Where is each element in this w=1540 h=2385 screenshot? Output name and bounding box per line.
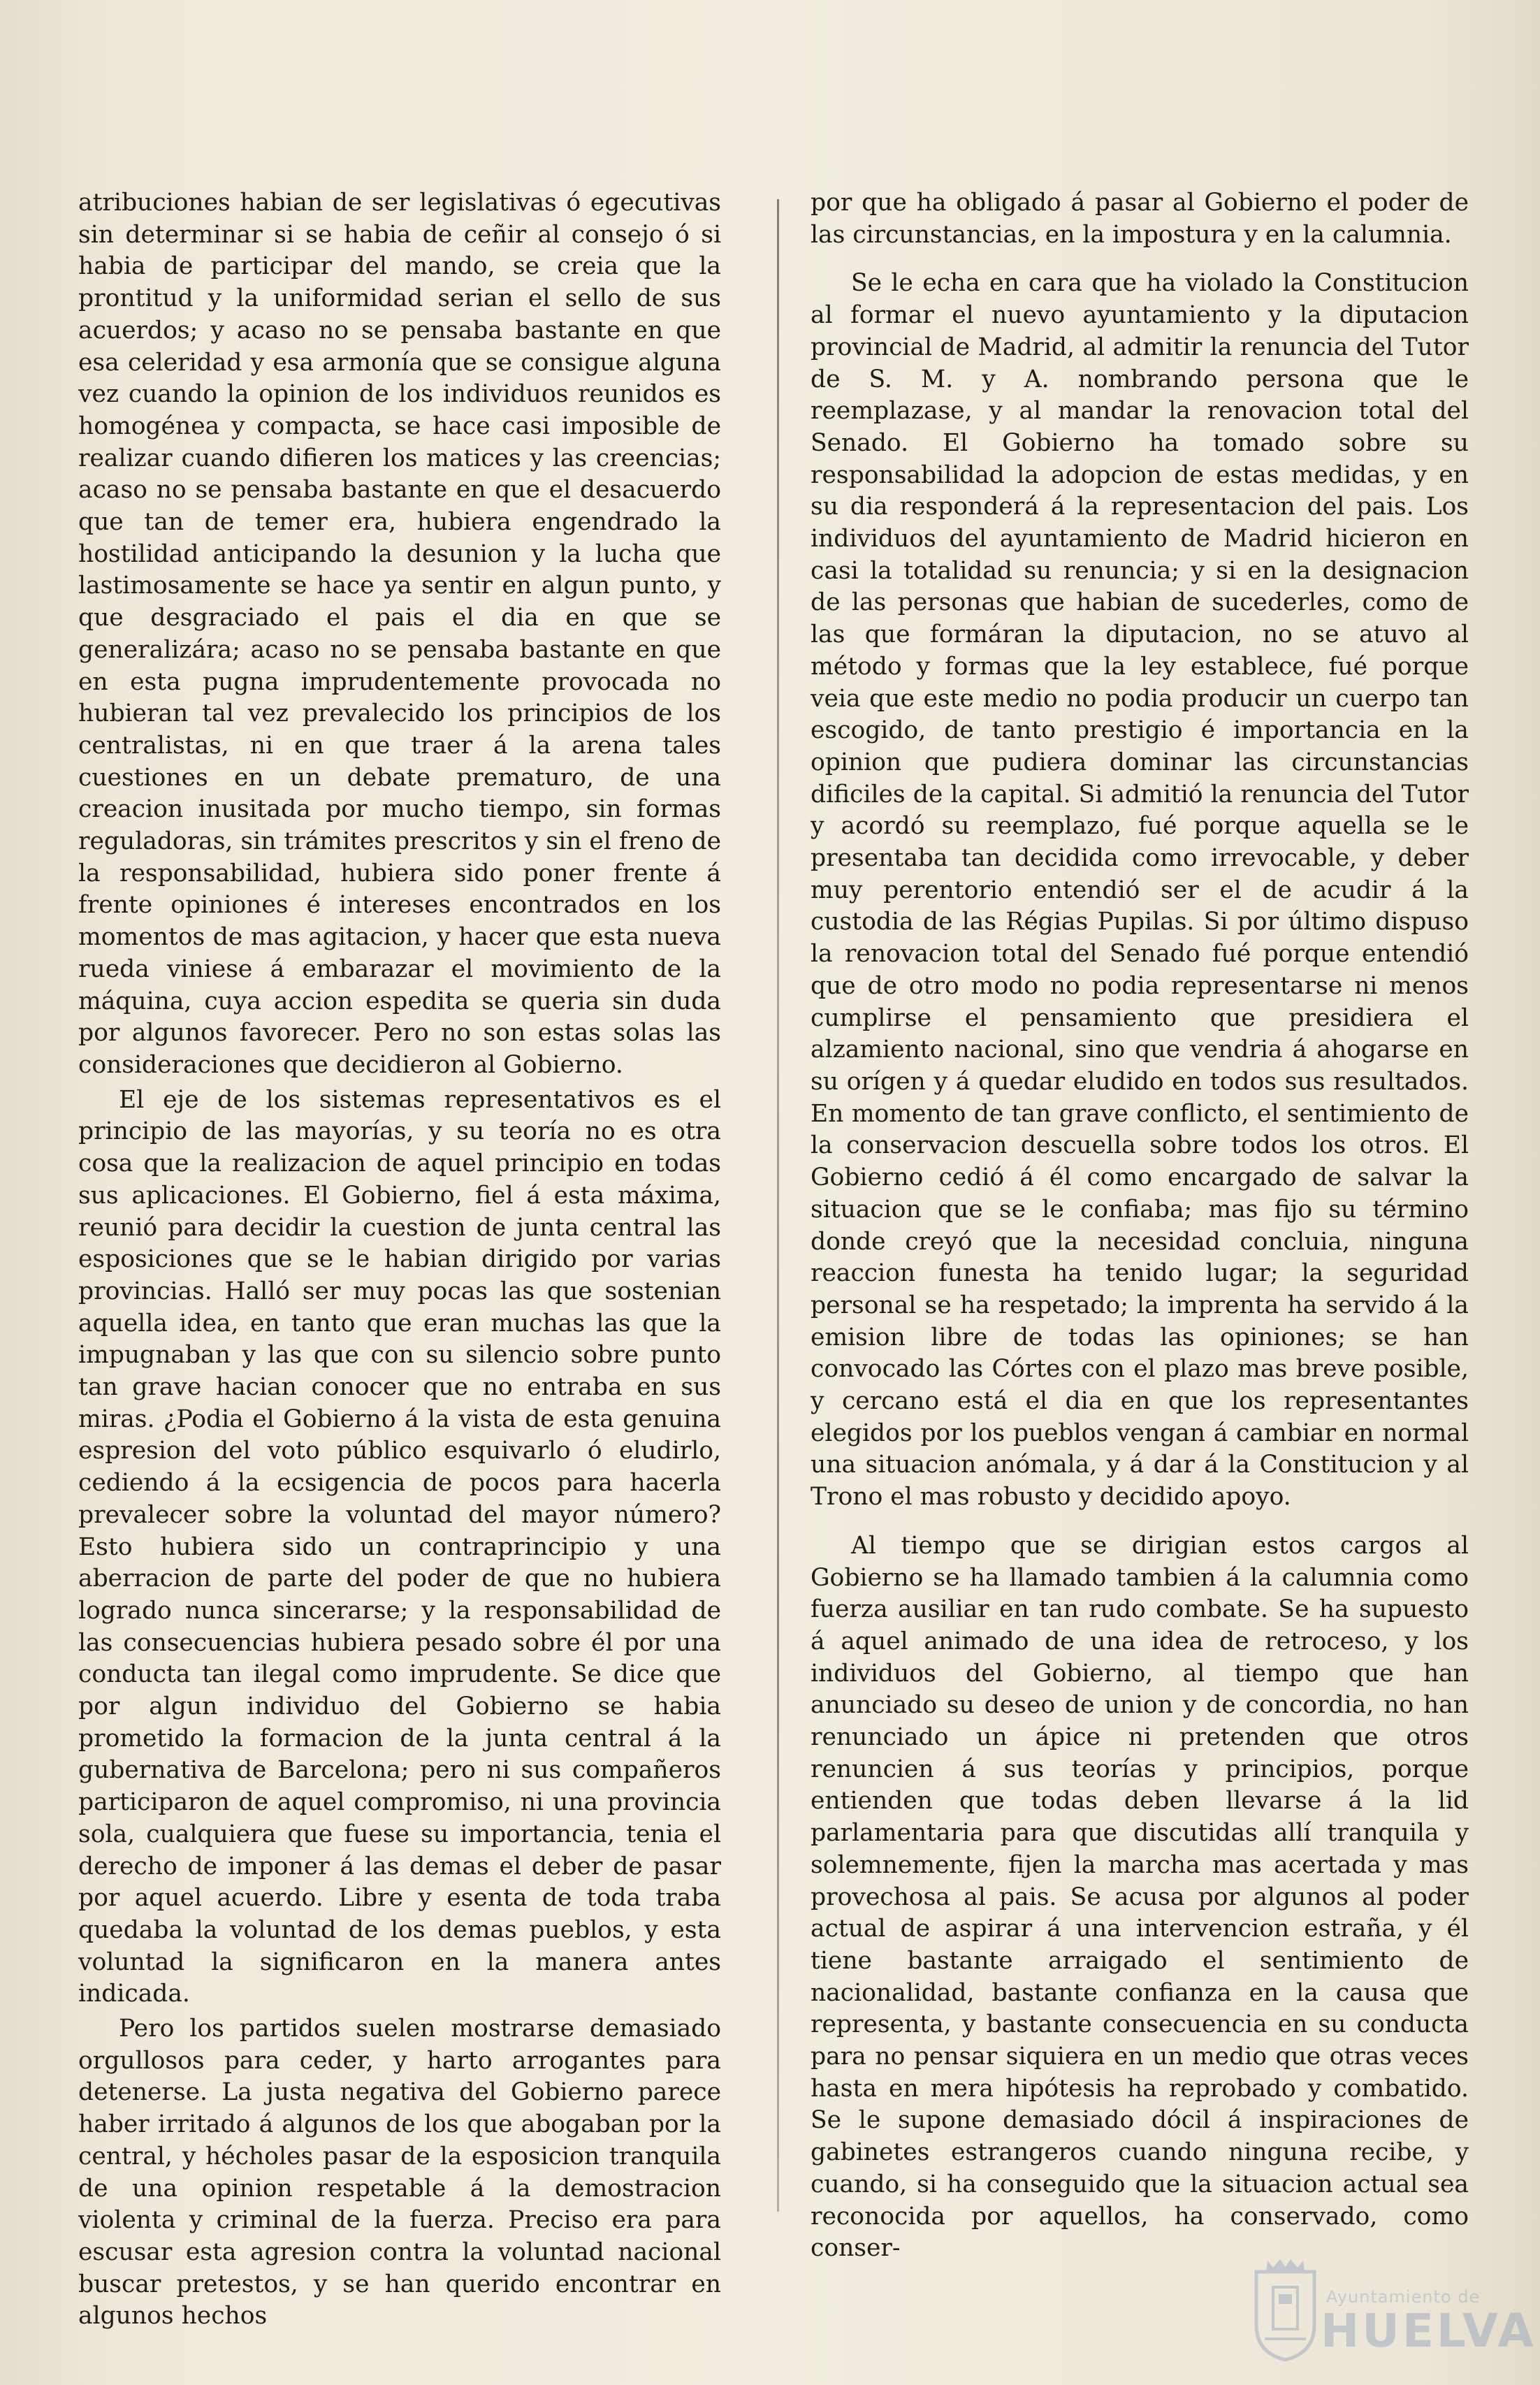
archive-watermark [1251, 2254, 1537, 2372]
paragraph: Pero los partidos suelen mostrarse demasiado orgullosos para ceder, y harto arrogantes para detenerse. La justa negativa del Gobierno parece haber irritado á algunos de los que abogaban por la central, y hécholes pasar de la esposicion tranquila de una opinion respetable á la demostracion violenta y criminal de la fuerza. Preciso era para escusar esta agresion contra la voluntad nacional buscar pretestos, y se han querido encontrar en algunos hechos [78, 2015, 721, 2330]
watermark-title: HUELVA [1321, 2304, 1537, 2358]
coat-of-arms-icon [1252, 2256, 1319, 2361]
paragraph: atribuciones habian de ser legislativas ó egecutivas sin determinar si se habia de ceñir al consejo ó si habia de participar del mando, se creia que la prontitud y la uniformidad serian el sello de sus acuerdos; y acaso no se pensaba bastante en que esa celeridad y esa armonía que se consigue alguna vez cuando la opinion de los individuos reunidos es homogénea y compacta, se hace casi imposible de realizar cuando difieren los matices y las creencias; acaso no se pensaba bastante en que el desacuerdo que tan de temer era, hubiera engendrado la hostilidad anticipando la desunion y la lucha que lastimosamente se hace ya sentir en algun punto, y que desgraciado el pais el dia en que se generalizára; acaso no se pensaba bastante en que en esta pugna imprudentemente provocada no hubieran tal vez prevalecido los principios de los centralistas, ni en que traer á la arena tales cuestiones en un debate prematuro, de una creacion inusitada por mucho tiempo, sin formas reguladoras, sin trámites prescritos y sin el freno de la responsabilidad, hubiera sido poner frente á frente opiniones é intereses encontrados en los momentos de mas agitacion, y hacer que esta nueva rueda viniese á embarazar el movimiento de la máquina, cuya accion espedita se queria sin duda por algunos favorecer. Pero no son estas solas las consideraciones que decidieron al Gobierno. [78, 189, 721, 1079]
paragraph: El eje de los sistemas representativos es el principio de las mayorías, y su teoría no es otra cosa que la realizacion de aquel principio en todas sus aplicaciones. El Gobierno, fiel á esta máxima, reunió para decidir la cuestion de junta central las esposiciones que se le habian dirigido por varias provincias. Halló ser muy pocas las que sostenian aquella idea, en tanto que eran muchas las que la impugnaban y las que con su silencio sobre punto tan grave hacian conocer que no entraba en sus miras. ¿Podia el Gobierno á la vista de esta genuina espresion del voto público esquivarlo ó eludirlo, cediendo á la ecsigencia de pocos para hacerla prevalecer sobre la voluntad del mayor número? Esto hubiera sido un contraprincipio y una aberracion de parte del poder de que no hubiera logrado nunca sincerarse; y la responsabilidad de las consecuencias hubiera pesado sobre él por una conducta tan ilegal como imprudente. Se dice que por algun individuo del Gobierno se habia prometido la formacion de la junta central á la gubernativa de Barcelona; pero ni sus compañeros participaron de aquel compromiso, ni una provincia sola, cualquiera que fuese su importancia, tenia el derecho de imponer á las demas el deber de pasar por aquel acuerdo. Libre y esenta de toda traba quedaba la voluntad de los demas pueblos, y esta voluntad la significaron en la manera antes indicada. [78, 1085, 721, 2008]
right-column [811, 187, 1469, 2265]
watermark-subtitle: Ayuntamiento de [1326, 2287, 1481, 2307]
paragraph: Se le echa en cara que ha violado la Constitucion al formar el nuevo ayuntamiento y la diputacion provincial de Madrid, al admitir la renuncia del Tutor de S. M. y A. nombrando persona que le reemplazase, y al mandar la renovacion total del Senado. El Gobierno ha tomado sobre su responsabilidad la adopcion de estas medidas, y en su dia responderá á la representacion del pais. Los individuos del ayuntamiento de Madrid hicieron en casi la totalidad su renuncia; y si en la designacion de las personas que habian de sucederles, como de las que formáran la diputacion, no se atuvo al método y formas que la ley establece, fué porque veia que este medio no podia producir un cuerpo tan escogido, de tanto prestigio é importancia en la opinion que pudiera dominar las circunstancias dificiles de la capital. Si admitió la renuncia del Tutor y acordó su reemplazo, fué porque aquella se le presentaba tan decidida como irrevocable, y deber muy perentorio entendió ser el de acudir á la custodia de las Régias Pupilas. Si por último dispuso la renovacion total del Senado fué porque entendió que de otro modo no podia representarse ni menos cumplirse el pensamiento que presidiera el alzamiento nacional, sino que vendria á ahogarse en su orígen y á quedar eludido en todos sus resultados. En momento de tan grave conflicto, el sentimiento de la conservacion descuella sobre todos los otros. El Gobierno cedió á él como encargado de salvar la situacion que se le confiaba; mas fijo su término donde creyó que la necesidad concluia, ninguna reaccion funesta ha tenido lugar; la seguridad personal se ha respetado; la imprenta ha servido á la emision libre de todas las opiniones; se han convocado las Córtes con el plazo mas breve posible, y cercano está el dia en que los representantes elegidos por los pueblos vengan á cambiar en normal una situacion anómala, y á dar á la Constitucion y al Trono el mas robusto y decidido apoyo. [811, 269, 1469, 1512]
paragraph: por que ha obligado á pasar al Gobierno el poder de las circunstancias, en la impostura y en la calumnia. [811, 189, 1469, 249]
paragraph: Al tiempo que se dirigian estos cargos al Gobierno se ha llamado tambien á la calumnia como fuerza ausiliar en tan rudo combate. Se ha supuesto á aquel animado de una idea de retroceso, y los individuos del Gobierno, al tiempo que han anunciado su deseo de union y de concordia, no han renunciado un ápice ni pretenden que otros renuncien á sus teorías y principios, porque entienden que todas deben llevarse á la lid parlamentaria para que discutidas allí tranquila y solemnemente, fijen la marcha mas acertada y mas provechosa al pais. Se acusa por algunos al poder actual de aspirar á una intervencion estraña, y él tiene bastante arraigado el sentimiento de nacionalidad, bastante confianza en la causa que representa, y bastante consecuencia en su conducta para no pensar siquiera en un medio que otras veces hasta en mera hipótesis ha reprobado y combatido. Se le supone demasiado dócil á inspiraciones de gabinetes estrangeros cuando ninguna recibe, y cuando, si ha conseguido que la situacion actual sea reconocida por aquellos, ha conservado, como conser- [811, 1531, 1469, 2263]
column-divider [777, 199, 779, 2212]
left-column [78, 187, 721, 2333]
